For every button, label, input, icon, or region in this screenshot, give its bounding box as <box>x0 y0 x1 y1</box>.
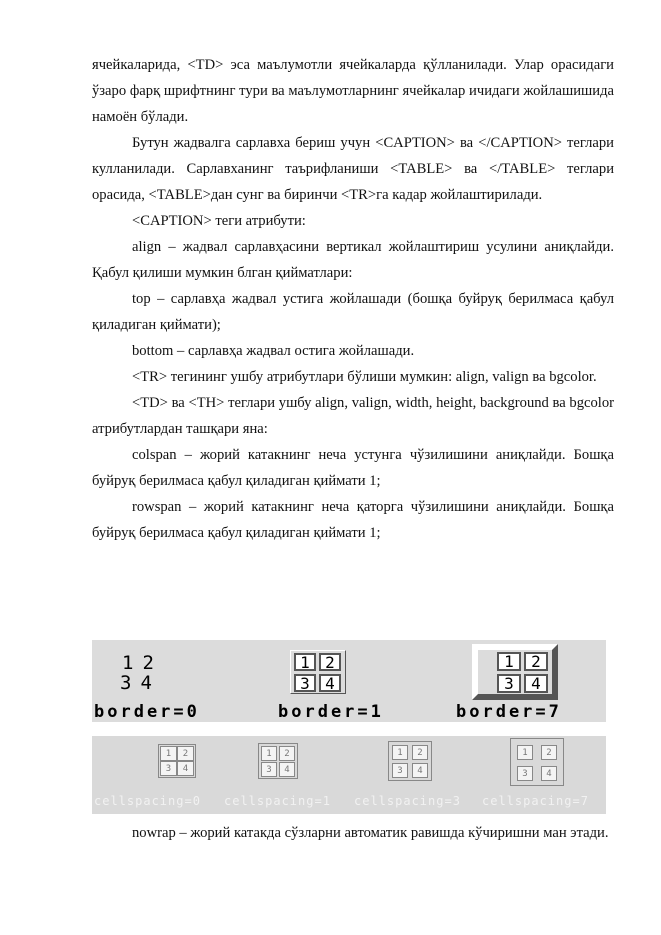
cs0-cell: 1 <box>160 746 177 761</box>
caption-border1: border=1 <box>278 702 384 722</box>
cell-3: 3 <box>120 672 141 694</box>
border7-cell: 3 <box>497 674 521 693</box>
border0-row1 <box>122 654 163 672</box>
text-block-lower <box>92 820 614 846</box>
caption-cellspacing7: cellspacing=7 <box>482 794 589 808</box>
cs7-cell: 1 <box>517 745 533 760</box>
border1-cell: 1 <box>294 653 316 671</box>
cs1-cell: 2 <box>279 746 295 761</box>
cs0-cell: 3 <box>160 761 177 776</box>
caption-cellspacing1: cellspacing=1 <box>224 794 331 808</box>
paragraph: ячейкаларида, <TD> эса маълумотли ячейкаларда қўлланилади. Улар орасидаги ўзаро фарқ шрифтнинг тури ва маълумотларнинг ячейкалар ичидаги жойлашишида намоён бўлади. <box>92 57 614 125</box>
caption-border7: border=7 <box>456 702 562 722</box>
paragraph: Бутун жадвалга сарлавха бериш учун <CAPTION> ва </CAPTION> теглари кулланилади. Сарлавханинг таърифланиши <TABLE> ва </TABLE> теглари орасида, <TABLE>дан сунг ва биринчи <TR>га кадар жойлаштирилади. <box>92 135 614 203</box>
border1-cell: 4 <box>319 674 341 692</box>
paragraph: top – сарлавҳа жадвал устига жойлашади (бошқа буйруқ берилмаса қабул қиладиган қиймати); <box>92 291 614 333</box>
cs3-cell: 4 <box>412 763 428 778</box>
paragraph: bottom – сарлавҳа жадвал остига жойлашади. <box>132 343 415 359</box>
caption-cellspacing3: cellspacing=3 <box>354 794 461 808</box>
cs0-cell: 2 <box>177 746 194 761</box>
cs3-cell: 3 <box>392 763 408 778</box>
paragraph: <TD> ва <TH> теглари ушбу align, valign, width, height, background ва bgcolor атрибутлардан ташқари яна: <box>92 395 614 437</box>
paragraph: <CAPTION> теги атрибути: <box>132 213 306 229</box>
text-block-upper <box>92 52 614 546</box>
figure-cellspacing-examples <box>92 736 606 814</box>
cs3-cell: 2 <box>412 745 428 760</box>
border7-cell: 1 <box>497 652 521 671</box>
cs7-cell: 4 <box>541 766 557 781</box>
paragraph: nowrap – жорий катакда сўзларни автоматик равишда кўчиришни ман этади. <box>132 825 609 841</box>
border7-cell: 2 <box>524 652 548 671</box>
cs7-cell: 3 <box>517 766 533 781</box>
caption-cellspacing0: cellspacing=0 <box>94 794 201 808</box>
paragraph: <TR> тегининг ушбу атрибутлари бўлиши мумкин: align, valign ва bgcolor. <box>132 369 597 385</box>
paragraph: colspan – жорий катакнинг неча устунга чўзилишини аниқлайди. Бошқа буйруқ берилмаса қабул қиладиган қиймати 1; <box>92 447 614 489</box>
cs3-cell: 1 <box>392 745 408 760</box>
border1-cell: 3 <box>294 674 316 692</box>
paragraph: rowspan – жорий катакнинг неча қаторга чўзилишини аниқлайди. Бошқа буйруқ берилмаса қабул қиладиган қиймати 1; <box>92 499 614 541</box>
border0-row2 <box>120 674 161 692</box>
figure-border-examples <box>92 640 606 722</box>
cell-4: 4 <box>140 672 161 694</box>
cell-2: 2 <box>142 652 163 674</box>
cs7-cell: 2 <box>541 745 557 760</box>
paragraph: align – жадвал сарлавҳасини вертикал жойлаштириш усулини аниқлайди. Қабул қилиши мумкин блган қийматлари: <box>92 239 614 281</box>
cs0-cell: 4 <box>177 761 194 776</box>
cs1-cell: 1 <box>261 746 277 761</box>
cs1-cell: 4 <box>279 762 295 777</box>
border1-cell: 2 <box>319 653 341 671</box>
cell-1: 1 <box>122 652 143 674</box>
caption-border0: border=0 <box>94 702 200 722</box>
cs1-cell: 3 <box>261 762 277 777</box>
border7-cell: 4 <box>524 674 548 693</box>
